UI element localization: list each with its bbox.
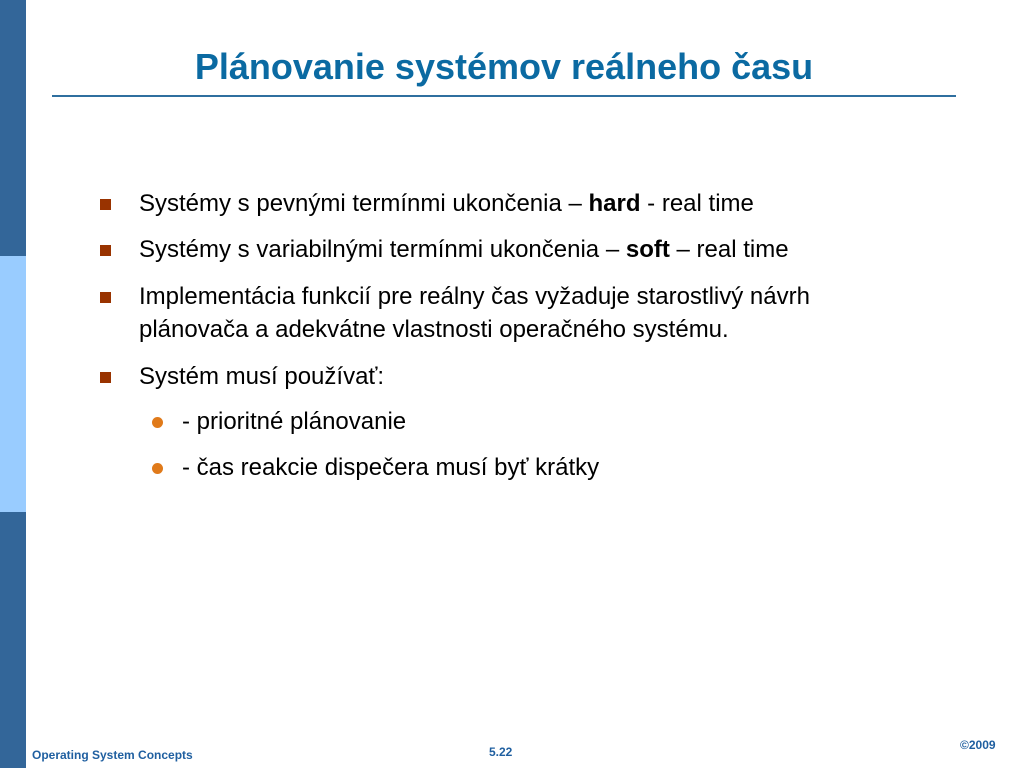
title-underline — [52, 95, 956, 97]
accent-bar-bottom — [0, 512, 26, 768]
footer-copyright: ©2009 — [960, 738, 996, 752]
bullet-text: Implementácia funkcií pre reálny čas vyžaduje starostlivý návrh — [139, 283, 810, 310]
bullet-text: Systém musí používať: — [139, 363, 385, 390]
round-bullet-icon — [152, 417, 163, 428]
left-accent-bar — [0, 0, 26, 768]
square-bullet-icon — [100, 292, 111, 303]
bullet-text: plánovača a adekvátne vlastnosti operačného systému. — [139, 316, 729, 343]
bullet-text: Systémy s pevnými termínmi ukončenia – hard - real time — [139, 190, 754, 217]
square-bullet-icon — [100, 372, 111, 383]
sub-bullet-text: - čas reakcie dispečera musí byť krátky — [182, 454, 600, 481]
round-bullet-icon — [152, 463, 163, 474]
square-bullet-icon — [100, 199, 111, 210]
accent-bar-top — [0, 0, 26, 256]
accent-bar-middle — [0, 256, 26, 512]
bullet-text: Systémy s variabilnými termínmi ukončenia – soft – real time — [139, 236, 789, 263]
bold-term: soft — [625, 236, 670, 263]
footer-book-title: Operating System Concepts — [32, 748, 193, 762]
footer-page-number: 5.22 — [489, 745, 513, 759]
bold-term: hard — [588, 190, 641, 217]
square-bullet-icon — [100, 245, 111, 256]
slide-title: Plánovanie systémov reálneho času — [194, 46, 814, 87]
sub-bullet-text: - prioritné plánovanie — [182, 408, 407, 435]
